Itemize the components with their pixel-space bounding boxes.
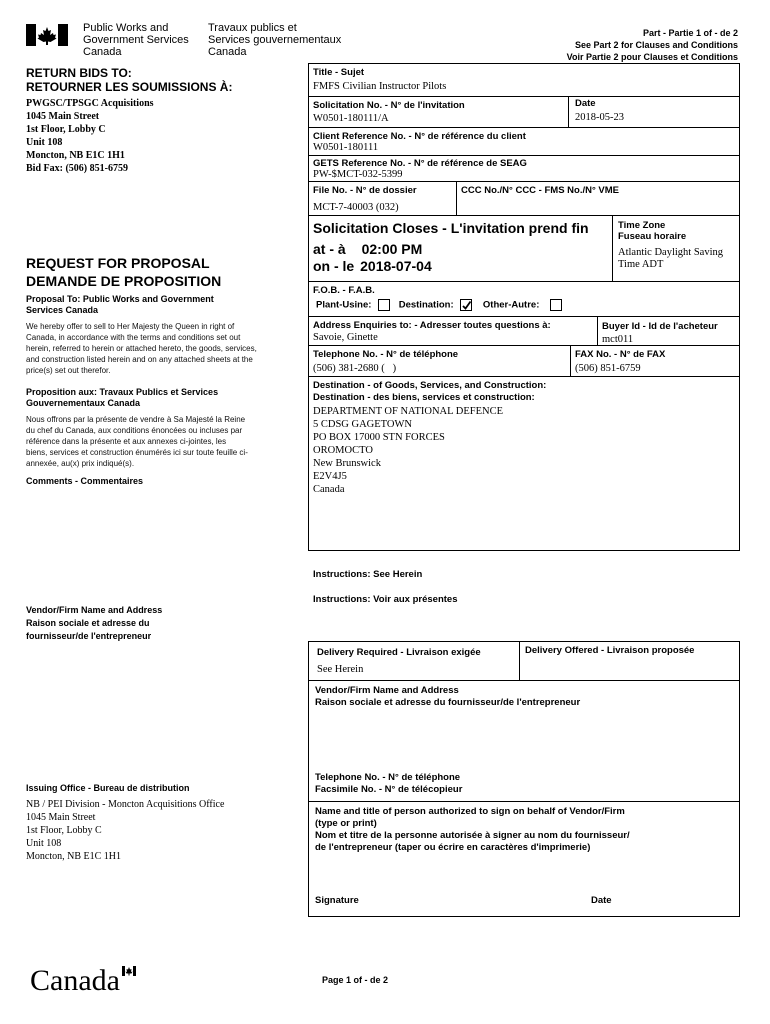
page-number: Page 1 of - de 2 xyxy=(322,975,389,985)
plant-checkbox[interactable] xyxy=(378,299,390,311)
comments-label: Comments - Commentaires xyxy=(26,476,144,486)
buyer-id-value: mct011 xyxy=(602,334,634,345)
other-checkbox[interactable] xyxy=(550,299,562,311)
gets-reference-value: PW-$MCT-032-5399 xyxy=(313,169,403,180)
destination-line: 5 CDSG GAGETOWN xyxy=(313,419,412,430)
signature-label: Signature xyxy=(315,895,359,906)
buyer-id-label: Buyer Id - Id de l'acheteur xyxy=(602,321,718,332)
client-reference-label: Client Reference No. - N° de référence du client xyxy=(313,131,526,142)
instructions-en: Instructions: See Herein xyxy=(313,569,423,580)
rfp-title-en: REQUEST FOR PROPOSAL xyxy=(26,255,210,271)
other-label: Other-Autre: xyxy=(482,299,540,311)
proposal-to-fr: Proposition aux: Travaux Publics et Services Gouvernementaux Canada xyxy=(26,387,219,408)
telephone-label: Telephone No. - N° de téléphone xyxy=(313,349,459,360)
destination-line: E2V4J5 xyxy=(313,471,347,482)
issuing-line: NB / PEI Division - Moncton Acquisitions Office xyxy=(26,799,225,810)
destination-line: Canada xyxy=(313,484,345,495)
ccc-number-label: CCC No./N° CCC - FMS No./N° VME xyxy=(461,185,620,196)
delivery-required-value: See Herein xyxy=(317,664,364,675)
destination-checkbox[interactable] xyxy=(460,299,472,311)
destination-label: Destination: xyxy=(398,299,454,311)
canada-wordmark-text: Canada xyxy=(30,964,120,997)
fob-label: F.O.B. - F.A.B. xyxy=(313,285,375,296)
destination-title xyxy=(313,380,546,404)
delivery-required-label: Delivery Required - Livraison exigée xyxy=(317,647,481,658)
department-en-line: Canada xyxy=(83,46,122,58)
rfp-title-fr: DEMANDE DE PROPOSITION xyxy=(26,273,222,289)
delivery-offered-label: Delivery Offered - Livraison proposée xyxy=(525,645,695,656)
vendor-phone-label: Telephone No. - N° de téléphone xyxy=(315,772,461,783)
issuing-line: 1045 Main Street xyxy=(26,812,96,823)
closing-time xyxy=(313,241,422,258)
offer-text-en: We hereby offer to sell to Her Majesty the Queen in right of Canada, in accordance with the terms and conditions set out herein, referred to herein or attached hereto, the goods, services, and construction listed herein and on any attached sheets at the price(s) set out therefor. xyxy=(26,322,257,375)
destination-address xyxy=(313,405,503,496)
time-zone-value xyxy=(618,247,723,271)
issuing-office-address xyxy=(26,798,224,863)
issuing-office-title: Issuing Office - Bureau de distribution xyxy=(26,783,190,793)
at-label: at - à xyxy=(313,241,346,257)
destination-line: New Brunswick xyxy=(313,458,381,469)
authorized-line: Nom et titre de la personne autorisée à signer au nom du fournisseur/ xyxy=(315,830,630,841)
return-bids-en: RETURN BIDS TO: xyxy=(26,66,132,80)
address-line: Unit 108 xyxy=(26,137,63,148)
part-indicator xyxy=(567,27,738,63)
address-line: 1st Floor, Lobby C xyxy=(26,124,106,135)
canada-wordmark xyxy=(30,964,120,998)
see-part2-en: See Part 2 for Clauses and Conditions xyxy=(574,40,738,50)
authorized-line: (type or print) xyxy=(315,818,377,829)
vendor-fax-label: Facsimile No. - N° de télécopieur xyxy=(315,784,463,795)
proposal-to-en: Proposal To: Public Works and Government Services Canada xyxy=(26,294,214,315)
return-bids-fr: RETOURNER LES SOUMISSIONS À: xyxy=(26,80,233,94)
time-zone-fr: Fuseau horaire xyxy=(618,231,687,242)
offer-text-fr: Nous offrons par la présente de vendre à Sa Majesté la Reine du chef du Canada, aux conditions énoncées ou incluses par référence dans la présente et aux annexes ci-jointes, les biens, services et construction énumérés ici sur toute feuille ci-annexée, au(x) prix indiqué(s). xyxy=(26,415,248,468)
rfp-title xyxy=(26,254,221,290)
address-enquiries-label: Address Enquiries to: - Adresser toutes questions à: xyxy=(313,320,551,331)
gets-reference-label: GETS Reference No. - N° de référence de SEAG xyxy=(313,158,527,169)
on-value: 2018-07-04 xyxy=(360,258,432,274)
file-number-label: File No. - N° de dossier xyxy=(313,185,417,196)
solicitation-closes-title: Solicitation Closes - L'invitation prend fin xyxy=(313,220,589,236)
destination-line: OROMOCTO xyxy=(313,445,373,456)
title-label: Title - Sujet xyxy=(313,67,365,78)
on-label: on - le xyxy=(313,258,355,274)
address-enquiries-value: Savoie, Ginette xyxy=(313,332,378,343)
address-line: Moncton, NB E1C 1H1 xyxy=(26,150,125,161)
instructions-fr: Instructions: Voir aux présentes xyxy=(313,594,458,605)
vendor-address-line: Vendor/Firm Name and Address xyxy=(315,685,459,696)
department-fr-line: Travaux publics et xyxy=(208,22,297,34)
flag-icon xyxy=(122,966,136,976)
department-name-en xyxy=(83,22,189,58)
time-zone-en: Time Zone xyxy=(618,220,666,231)
department-fr-line: Services gouvernementaux xyxy=(208,34,342,46)
time-zone-line: Time ADT xyxy=(618,259,664,270)
address-line: Bid Fax: (506) 851-6759 xyxy=(26,163,128,174)
destination-title-fr: Destination - des biens, services et construction: xyxy=(313,392,535,403)
time-zone-line: Atlantic Daylight Saving xyxy=(618,247,723,258)
vendor-contact-labels xyxy=(315,772,462,796)
issuing-line: Moncton, NB E1C 1H1 xyxy=(26,851,121,862)
fax-value: (506) 851-6759 xyxy=(575,363,641,374)
vendor-address-label xyxy=(315,685,580,709)
address-line: 1045 Main Street xyxy=(26,111,100,122)
destination-title-en: Destination - of Goods, Services, and Construction: xyxy=(313,380,547,391)
authorized-line: de l'entrepreneur (taper ou écrire en caractères d'imprimerie) xyxy=(315,842,591,853)
return-bids-title xyxy=(26,66,232,94)
destination-line: PO BOX 17000 STN FORCES xyxy=(313,432,445,443)
return-bids-address xyxy=(26,97,154,175)
file-number-value: MCT-7-40003 (032) xyxy=(313,202,399,213)
canada-flag-logo xyxy=(26,24,68,46)
at-value: 02:00 PM xyxy=(361,241,423,257)
department-fr-line: Canada xyxy=(208,46,247,58)
checkmark-icon xyxy=(461,300,472,311)
department-name-fr xyxy=(208,22,341,58)
issuing-line: 1st Floor, Lobby C xyxy=(26,825,102,836)
fax-label: FAX No. - N° de FAX xyxy=(575,349,666,360)
signature-date-label: Date xyxy=(591,895,612,906)
closing-date xyxy=(313,258,432,275)
vendor-address-line: Raison sociale et adresse du fournisseur/de l'entrepreneur xyxy=(315,697,581,708)
issuing-line: Unit 108 xyxy=(26,838,62,849)
telephone-value: (506) 381-2680 ( ) xyxy=(313,363,397,374)
see-part2-fr: Voir Partie 2 pour Clauses et Conditions xyxy=(566,52,738,62)
part-number: Part - Partie 1 of - de 2 xyxy=(642,28,738,38)
vendor-label-line: Vendor/Firm Name and Address xyxy=(26,605,163,615)
destination-line: DEPARTMENT OF NATIONAL DEFENCE xyxy=(313,406,504,417)
time-zone-label xyxy=(618,220,686,242)
client-reference-value: W0501-180111 xyxy=(313,142,379,153)
vendor-label-line: Raison sociale et adresse du xyxy=(26,618,150,628)
fob-options xyxy=(316,299,562,311)
department-en-line: Government Services xyxy=(83,34,189,46)
authorized-person-label xyxy=(315,806,630,854)
authorized-line: Name and title of person authorized to sign on behalf of Vendor/Firm xyxy=(315,806,625,817)
date-label: Date xyxy=(575,98,596,109)
solicitation-label: Solicitation No. - N° de l'invitation xyxy=(313,100,465,111)
title-value: FMFS Civilian Instructor Pilots xyxy=(313,81,447,92)
vendor-label-left xyxy=(26,604,162,643)
address-line: PWGSC/TPSGC Acquisitions xyxy=(26,98,154,109)
solicitation-value: W0501-180111/A xyxy=(313,113,389,124)
plant-label: Plant-Usine: xyxy=(316,299,372,311)
vendor-label-line: fournisseur/de l'entrepreneur xyxy=(26,631,152,641)
department-en-line: Public Works and xyxy=(83,22,169,34)
date-value: 2018-05-23 xyxy=(575,112,624,123)
